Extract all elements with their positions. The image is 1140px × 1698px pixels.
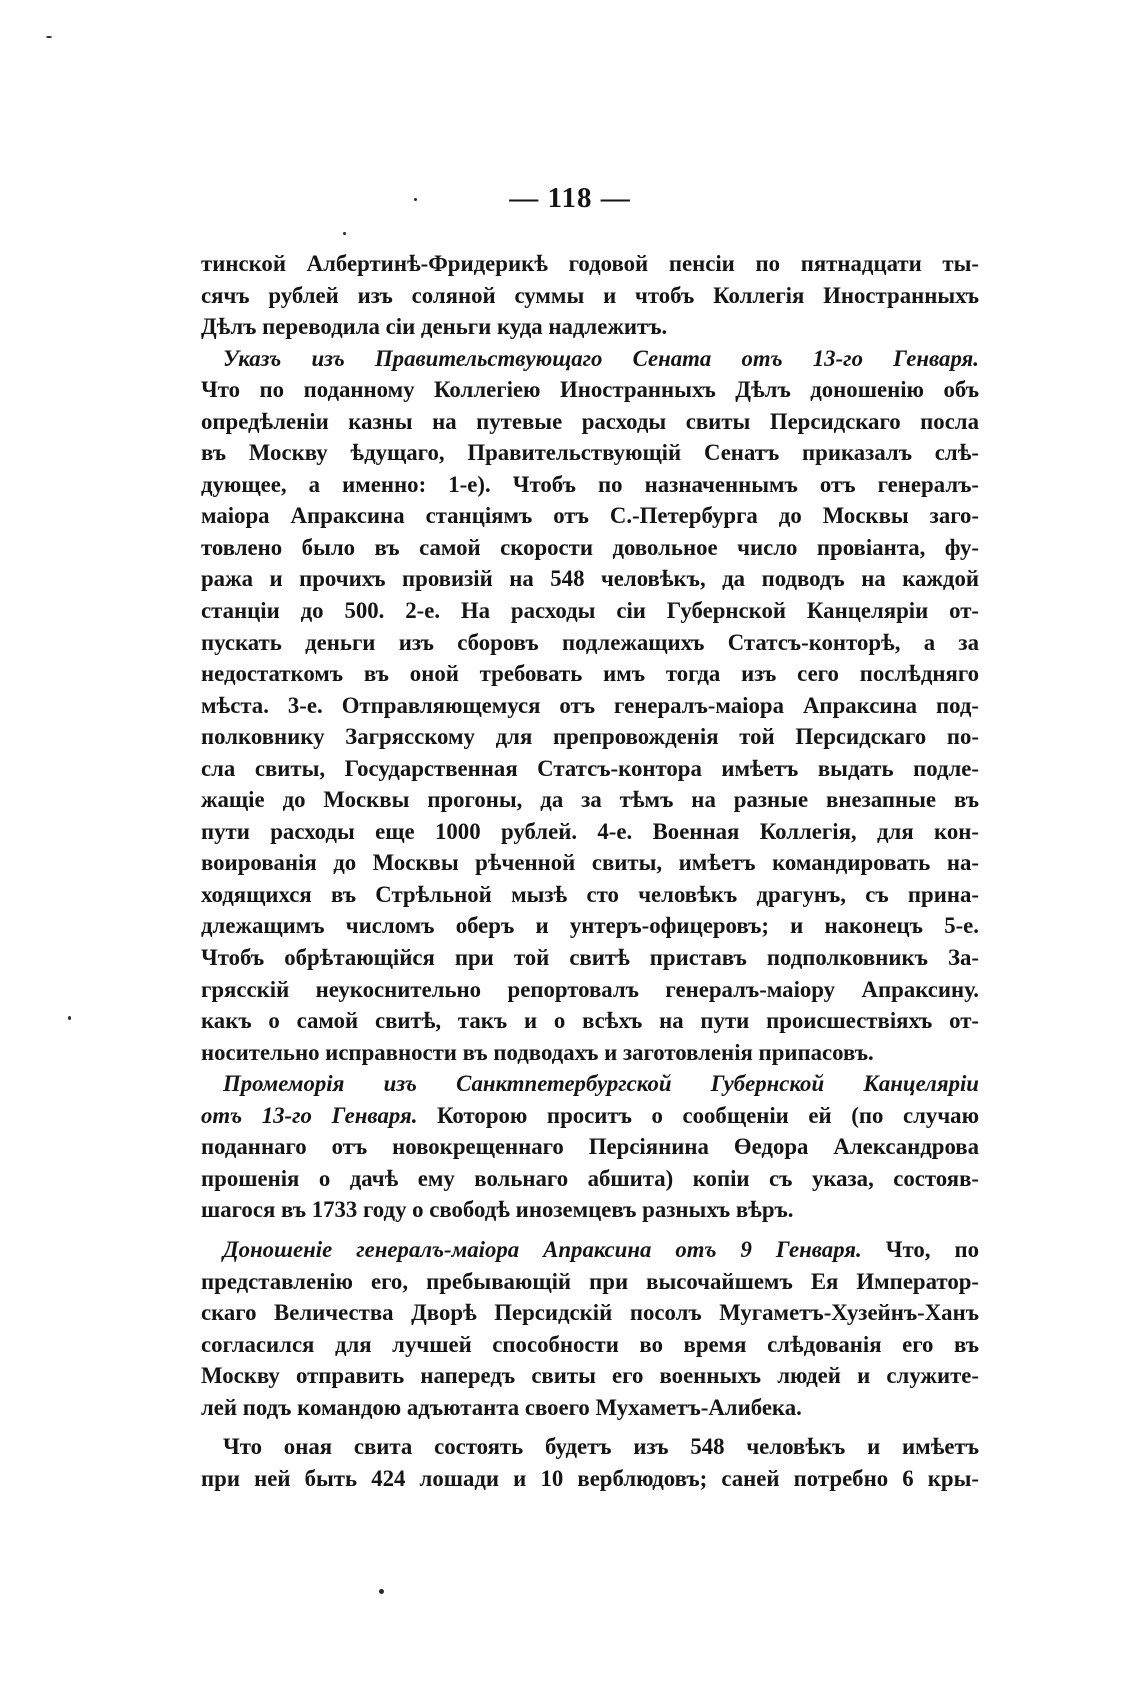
text-line: длежащимъ числомъ оберъ и унтеръ-офицеровъ; и наконецъ 5-е. (201, 913, 979, 939)
paragraph-senate-decree (201, 343, 979, 1069)
text-line: грясскій неукоснительно репортовалъ генералъ-маіору Апраксину. (201, 976, 979, 1002)
body-text (201, 248, 979, 1494)
text-line: ража и прочихъ провизій на 548 человѣкъ, да подводъ на каждой (201, 566, 979, 592)
text-line: согласился для лучшей способности во время слѣдованія его въ (201, 1331, 979, 1357)
italic-heading: Указъ изъ Правительствующаго Сената отъ 13-го Генваря. (223, 345, 979, 371)
text-line: товлено было въ самой скорости довольное число провіанта, фу- (201, 534, 979, 560)
text-line: лей подъ командою адъютанта своего Мухаметъ-Алибека. (201, 1394, 802, 1420)
italic-heading: Промеморія изъ Санктпетербургской Губернской Канцеляріи (223, 1071, 979, 1097)
text-line: Что оная свита состоять будетъ изъ 548 человѣкъ и имѣетъ (223, 1434, 979, 1460)
text-line: Чтобъ обрѣтающійся при той свитѣ приставъ подполковникъ За- (201, 945, 979, 971)
line-rest: Которою проситъ о сообщеніи ей (по случаю (437, 1102, 979, 1128)
text-line: недостаткомъ въ оной требовать имъ тогда изъ сего послѣдняго (201, 661, 979, 687)
text-line: пути расходы еще 1000 рублей. 4-е. Военная Коллегія, для кон- (201, 818, 979, 844)
text-line: представленію его, пребывающій при высочайшемъ Ея Император- (201, 1268, 979, 1294)
paragraph-heading (201, 343, 979, 375)
text-line (201, 1234, 979, 1266)
text-line: жащіе до Москвы прогоны, да за тѣмъ на разные внезапные въ (201, 787, 979, 813)
text-line: маіора Апраксина станціямъ отъ С.-Петербурга до Москвы заго- (201, 503, 979, 529)
paragraph-continuation (201, 248, 979, 343)
text-line: Что по поданному Коллегіею Иностранныхъ Дѣлъ доношенію объ (201, 377, 979, 403)
text-line: пускать деньги изъ сборовъ подлежащихъ Статсъ-конторѣ, а за (201, 629, 979, 655)
text-line: полковнику Загрясскому для препровожденія той Персидскаго по- (201, 724, 979, 750)
scan-speck (414, 198, 417, 201)
paragraph-heading (201, 1068, 979, 1100)
paragraph-report (201, 1234, 979, 1423)
text-line: воированія до Москвы рѣченной свиты, имѣетъ командировать на- (201, 850, 979, 876)
page-number: — 118 — (509, 182, 631, 214)
text-line: какъ о самой свитѣ, такъ и о всѣхъ на пути происшествіяхъ от- (201, 1008, 979, 1034)
scan-speck (379, 1589, 384, 1594)
paragraph-retinue (201, 1431, 979, 1494)
text-line: сла свиты, Государственная Статсъ-контора имѣетъ выдать подле- (201, 755, 979, 781)
scan-speck (68, 1016, 71, 1020)
text-line: станціи до 500. 2-е. На расходы сіи Губернской Канцеляріи от- (201, 598, 979, 624)
text-line: скаго Величества Дворѣ Персидскій посолъ Мугаметъ-Хузейнъ-Ханъ (201, 1300, 979, 1326)
text-line: опредѣленіи казны на путевые расходы свиты Персидскаго посла (201, 408, 979, 434)
text-line: мѣста. 3-е. Отправляющемуся отъ генералъ-маіора Апраксина под- (201, 692, 979, 718)
text-line: тинской Албертинѣ-Фридерикѣ годовой пенсіи по пятнадцати ты- (201, 251, 979, 276)
text-line: дующее, а именно: 1-е). Чтобъ по назначеннымъ отъ генералъ- (201, 471, 979, 497)
text-line: въ Москву ѣдущаго, Правительствующій Сенатъ приказалъ слѣ- (201, 440, 979, 466)
line-rest: Что, по (885, 1236, 980, 1262)
text-line (201, 1100, 979, 1132)
italic-heading: Доношеніе генералъ-маіора Апраксина отъ 9 Генваря. (223, 1236, 862, 1262)
text-line: носительно исправности въ подводахъ и заготовленія припасовъ. (201, 1039, 874, 1065)
text-line: при ней быть 424 лошади и 10 верблюдовъ; саней потребно 6 кры- (201, 1465, 979, 1491)
text-line: сячъ рублей изъ соляной суммы и чтобъ Коллегія Иностранныхъ (201, 282, 979, 308)
text-line: Москву отправить напередъ свиты его военныхъ людей и служите- (201, 1363, 979, 1389)
text-line: шагося въ 1733 году о свободѣ иноземцевъ разныхъ вѣръ. (201, 1197, 794, 1223)
text-line: Дѣлъ переводила сіи деньги куда надлежитъ. (201, 314, 668, 340)
italic-heading-cont: отъ 13-го Генваря. (201, 1102, 418, 1128)
text-line: поданнаго отъ новокрещеннаго Персіянина Өедора Александрова (201, 1134, 979, 1160)
text-line: ходящихся въ Стрѣльной мызѣ сто человѣкъ драгунъ, съ прина- (201, 881, 979, 907)
scan-speck (343, 232, 346, 235)
text-line: прошенія о дачѣ ему вольнаго абшита) копіи съ указа, состояв- (201, 1165, 979, 1191)
scan-speck (46, 36, 52, 38)
paragraph-promemoria (201, 1068, 979, 1226)
